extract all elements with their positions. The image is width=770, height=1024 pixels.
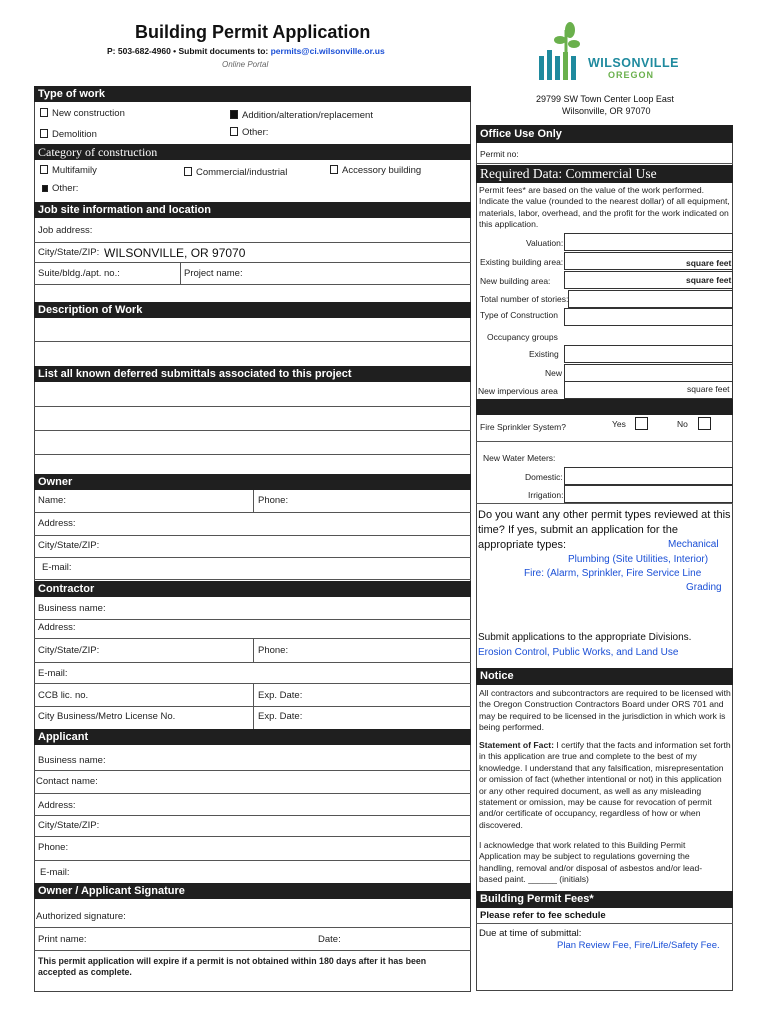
contractor-email-field[interactable]: E-mail:	[38, 668, 68, 679]
notice-header: Notice	[476, 668, 733, 685]
domestic-input[interactable]	[564, 467, 733, 485]
signature-header: Owner / Applicant Signature	[34, 883, 471, 899]
contractor-business-field[interactable]: Business name:	[38, 603, 106, 614]
contractor-header: Contractor	[34, 581, 471, 597]
demolition-option[interactable]: Demolition	[40, 129, 97, 140]
deferred-header: List all known deferred submittals associated to this project	[34, 366, 471, 382]
new-sqft-unit: square feet	[686, 275, 732, 285]
license-exp-date-field[interactable]: Exp. Date:	[258, 711, 303, 722]
irrigation-input[interactable]	[564, 485, 733, 503]
contractor-phone-field[interactable]: Phone:	[258, 645, 289, 656]
licensing-notice: All contractors and subcontractors are required to be licensed with the Oregon Construction Contractors Board under ORS 701 and may be required to be licensed in the jurisdiction in which work is being performed.	[479, 688, 731, 733]
contractor-address-field[interactable]: Address:	[38, 622, 76, 633]
owner-phone-field[interactable]: Phone:	[258, 495, 289, 506]
other-work-option[interactable]: Other:	[230, 127, 268, 138]
checkbox-checked-icon[interactable]	[230, 110, 238, 119]
category-header: Category of construction	[34, 144, 471, 160]
valuation-label: Valuation:	[526, 238, 564, 248]
logo-mark-icon	[536, 22, 586, 84]
print-name-field[interactable]: Print name:	[38, 934, 87, 945]
description-input[interactable]	[34, 318, 471, 366]
job-address-field[interactable]: Job address:	[38, 225, 93, 236]
owner-header: Owner	[34, 474, 471, 490]
occupancy-existing-input[interactable]	[564, 345, 733, 363]
new-construction-option[interactable]: New construction	[40, 108, 125, 119]
ccb-license-field[interactable]: CCB lic. no.	[38, 690, 89, 701]
type-of-work-header: Type of work	[34, 86, 471, 102]
valuation-input[interactable]	[564, 233, 733, 251]
checkbox-icon[interactable]	[40, 165, 48, 174]
authorized-signature-field[interactable]: Authorized signature:	[36, 911, 126, 922]
owner-name-field[interactable]: Name:	[38, 495, 66, 506]
statement-of-fact-label: Statement of Fact:	[479, 740, 554, 750]
page-title: Building Permit Application	[135, 22, 371, 42]
checkbox-icon[interactable]	[40, 108, 48, 117]
occupancy-existing-label: Existing	[529, 349, 559, 359]
due-at-submittal: Due at time of submittal:	[479, 928, 582, 939]
applicant-business-field[interactable]: Business name:	[38, 755, 106, 766]
accessory-option[interactable]: Accessory building	[330, 165, 421, 176]
construction-type-label: Type of Construction	[480, 310, 558, 320]
sprinkler-yes-checkbox[interactable]	[635, 417, 648, 430]
owner-email-field[interactable]: E-mail:	[42, 562, 72, 573]
mechanical-link[interactable]: Mechanical	[668, 539, 719, 550]
sprinkler-no-label: No	[677, 419, 688, 429]
logo-state: OREGON	[608, 70, 655, 80]
office-address-1: 29799 SW Town Center Loop East	[536, 94, 674, 104]
addition-option[interactable]: Addition/alteration/replacement	[230, 110, 373, 121]
checkbox-icon[interactable]	[40, 129, 48, 138]
divisions-link[interactable]: Erosion Control, Public Works, and Land Use	[478, 647, 679, 658]
job-site-header: Job site information and location	[34, 202, 471, 218]
occupancy-label: Occupancy groups	[487, 332, 558, 342]
left-column-frame	[34, 86, 471, 992]
office-use-header: Office Use Only	[476, 125, 733, 143]
fees-header: Building Permit Fees*	[476, 891, 733, 908]
owner-address-field[interactable]: Address:	[38, 518, 76, 529]
asbestos-acknowledgement: I acknowledge that work related to this Building Permit Application may be subject to regulations governing the handling, removal and/or disposal of asbestos and/or lead-based paint. ______ (initials)	[479, 840, 703, 885]
wilsonville-logo	[536, 22, 686, 84]
contact-phone: P: 503-682-4960 • Submit documents to:	[107, 46, 269, 56]
contractor-city-field[interactable]: City/State/ZIP:	[38, 645, 100, 656]
sprinkler-label: Fire Sprinkler System?	[480, 422, 566, 432]
description-header: Description of Work	[34, 302, 471, 318]
permit-fees-intro: Permit fees* are based on the value of the work performed. Indicate the value (rounded to the nearest dollar) of all equipment, materials, labor, overhead, and the profit for the work indicated on this application.	[479, 185, 730, 230]
fire-link[interactable]: Fire: (Alarm, Sprinkler, Fire Service Line	[524, 568, 702, 579]
contact-line	[107, 46, 385, 56]
signature-date-field[interactable]: Date:	[318, 934, 341, 945]
job-city-label: City/State/ZIP:	[38, 247, 100, 258]
domestic-label: Domestic:	[525, 472, 563, 482]
occupancy-new-label: New	[545, 368, 563, 378]
logo-name: WILSONVILLE	[588, 56, 679, 70]
checkbox-icon[interactable]	[330, 165, 338, 174]
applicant-city-field[interactable]: City/State/ZIP:	[38, 820, 100, 831]
existing-area-label: Existing building area:	[480, 257, 564, 267]
stories-input[interactable]	[568, 290, 733, 308]
fees-list: Plan Review Fee, Fire/Life/Safety Fee.	[557, 940, 720, 951]
plumbing-link[interactable]: Plumbing (Site Utilities, Interior)	[568, 554, 709, 565]
stories-label: Total number of stories:	[480, 294, 569, 304]
owner-city-field[interactable]: City/State/ZIP:	[38, 540, 100, 551]
new-area-label: New building area:	[480, 276, 551, 286]
existing-sqft-unit: square feet	[686, 258, 732, 268]
applicant-phone-field[interactable]: Phone:	[38, 842, 69, 853]
impervious-sqft-unit: square feet	[687, 384, 730, 394]
fee-schedule-note: Please refer to fee schedule	[480, 910, 606, 921]
required-data-header: Required Data: Commercial Use	[476, 165, 733, 183]
other-permits-question: Do you want any other permit types reviewed at this time? If yes, submit an application for the appropriate types:	[478, 509, 731, 551]
ccb-exp-date-field[interactable]: Exp. Date:	[258, 690, 303, 701]
sprinkler-no-checkbox[interactable]	[698, 417, 711, 430]
applicant-header: Applicant	[34, 729, 471, 745]
applicant-contact-field[interactable]: Contact name:	[36, 776, 98, 787]
expiration-note: This permit application will expire if a permit is not obtained within 180 days after it has been accepted as complete.	[38, 956, 427, 978]
checkbox-icon[interactable]	[184, 167, 192, 176]
construction-type-input[interactable]	[564, 308, 733, 326]
email-link[interactable]: permits@ci.wilsonville.or.us	[270, 46, 385, 56]
sprinkler-yes-label: Yes	[612, 419, 626, 429]
online-portal-link[interactable]: Online Portal	[222, 60, 269, 69]
job-city-value[interactable]: WILSONVILLE, OR 97070	[104, 246, 246, 260]
checkbox-icon[interactable]	[230, 127, 238, 136]
multifamily-option[interactable]: Multifamily	[40, 165, 97, 176]
water-meters-label: New Water Meters:	[483, 453, 556, 463]
deferred-row-1[interactable]	[34, 383, 471, 407]
irrigation-label: Irrigation:	[528, 490, 564, 500]
section-divider-bar	[476, 399, 733, 415]
occupancy-new-input[interactable]	[564, 364, 733, 382]
commercial-option[interactable]: Commercial/industrial	[184, 167, 287, 178]
deferred-row-3[interactable]	[34, 431, 471, 455]
project-name-field[interactable]: Project name:	[184, 268, 243, 279]
other-category-option[interactable]: Other:	[42, 183, 78, 194]
deferred-row-2[interactable]	[34, 407, 471, 431]
impervious-label: New impervious area	[478, 386, 558, 396]
grading-link[interactable]: Grading	[686, 582, 722, 593]
applicant-address-field[interactable]: Address:	[38, 800, 76, 811]
permit-number-field[interactable]: Permit no:	[480, 149, 519, 159]
checkbox-checked-icon[interactable]	[42, 185, 48, 192]
office-address-2: Wilsonville, OR 97070	[562, 106, 651, 116]
statement-of-fact-text: I certify that the facts and information set forth in this application are true and complete to the best of my knowledge. I understand that any falsification, misrepresentation or omission of fact (whether intentional or not) in this application or any other required document, as well as any misleading statement or omission, may be cause for revocation of permit and/or certificate of occupancy, regardless of how or when discovered.	[479, 740, 731, 830]
submit-applications-text: Submit applications to the appropriate Divisions.	[478, 632, 692, 643]
business-license-field[interactable]: City Business/Metro License No.	[38, 711, 176, 722]
statement-of-fact	[479, 740, 731, 831]
suite-field[interactable]: Suite/bldg./apt. no.:	[38, 268, 120, 279]
applicant-email-field[interactable]: E-mail:	[40, 867, 70, 878]
